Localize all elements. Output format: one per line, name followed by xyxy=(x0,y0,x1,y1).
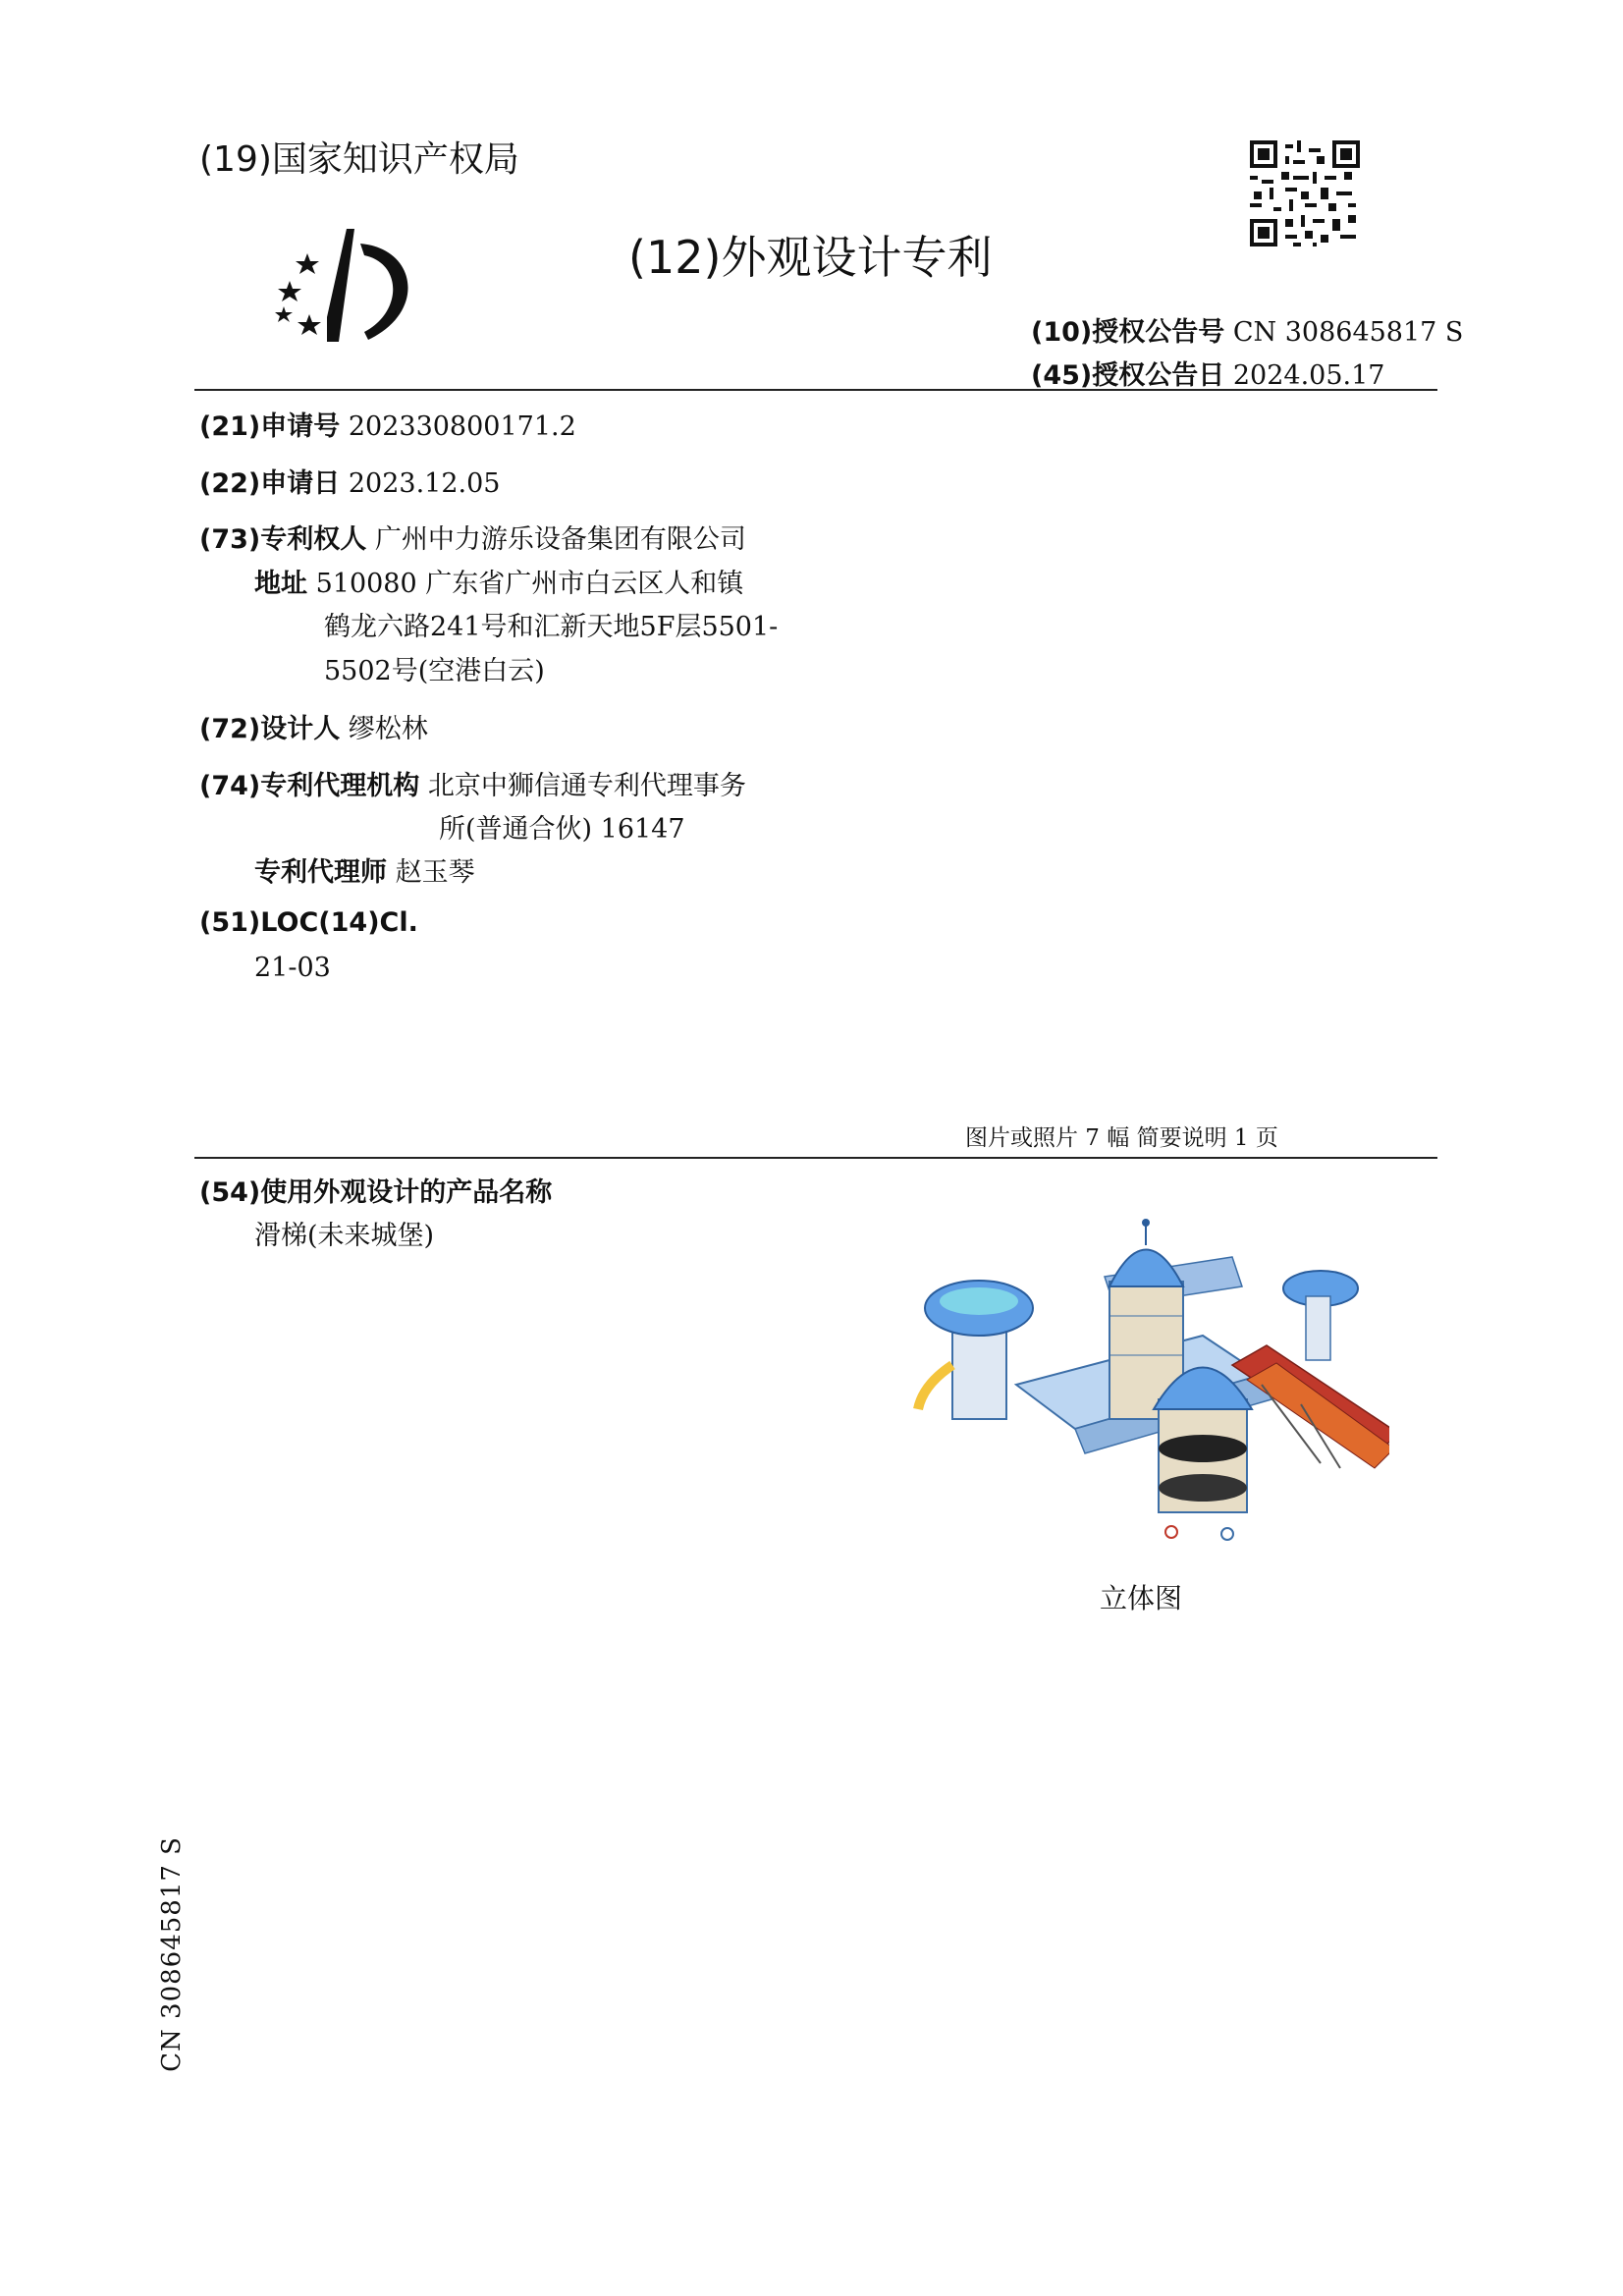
page-summary: 图片或照片 7 幅 简要说明 1 页 xyxy=(965,1125,1278,1151)
patent-agency: (74)专利代理机构 北京中狮信通专利代理事务 xyxy=(199,771,746,801)
grant-pub-no: (10)授权公告号 CN 308645817 S xyxy=(1031,317,1464,348)
product-name-heading: (54)使用外观设计的产品名称 xyxy=(199,1177,553,1208)
application-date: (22)申请日 2023.12.05 xyxy=(199,468,501,499)
perspective-view-figure xyxy=(908,1218,1389,1557)
patentee: (73)专利权人 广州中力游乐设备集团有限公司 xyxy=(199,524,746,555)
designer: (72)设计人 缪松林 xyxy=(199,714,428,744)
patent-agent: 专利代理师 赵玉琴 xyxy=(254,857,475,888)
loc-classification: (51)LOC(14)Cl. xyxy=(199,907,418,938)
side-publication-number: CN 308645817 S xyxy=(157,1836,187,2072)
doc-type-title: (12)外观设计专利 xyxy=(628,231,993,284)
grant-pub-date: (45)授权公告日 2024.05.17 xyxy=(1031,360,1385,391)
loc-value: 21-03 xyxy=(254,953,331,983)
qr-code-icon xyxy=(1250,140,1360,246)
header-divider xyxy=(194,389,1437,391)
patent-agency-line-2: 所(普通合伙) 16147 xyxy=(439,814,685,845)
office-name: (19)国家知识产权局 xyxy=(199,139,519,180)
address: 地址 510080 广东省广州市白云区人和镇 xyxy=(254,569,744,599)
application-number: (21)申请号 202330800171.2 xyxy=(199,411,576,442)
product-name: 滑梯(未来城堡) xyxy=(254,1221,435,1251)
address-line-3: 5502号(空港白云) xyxy=(324,656,545,686)
figure-caption: 立体图 xyxy=(1100,1582,1183,1614)
address-line-2: 鹤龙六路241号和汇新天地5F层5501- xyxy=(324,612,779,642)
summary-divider xyxy=(194,1157,1437,1159)
cnipa-logo-icon xyxy=(270,224,427,347)
